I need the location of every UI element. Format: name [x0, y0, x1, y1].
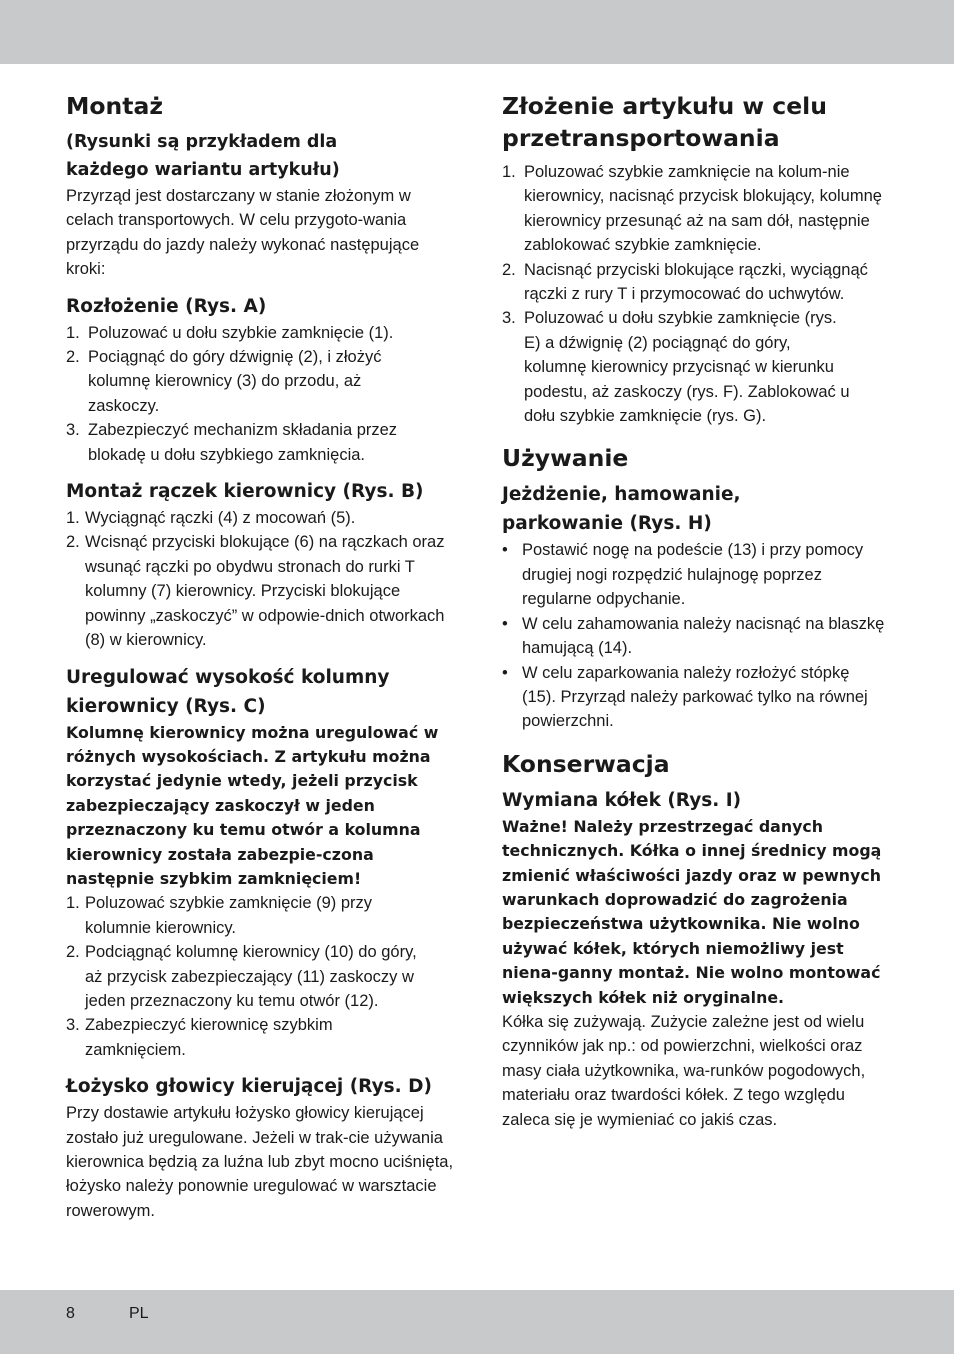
- heading-rys-c: Uregulować wysokość kolumny kierownicy (Rys. C): [66, 666, 390, 717]
- right-column: [502, 90, 892, 1132]
- warning-rys-c: Kolumnę kierownicy można uregulować w różnych wysokościach. Z artykułu można korzystać jedynie wtedy, jeżeli przycisk zabezpieczający zaskoczył w jeden przeznaczony ku temu otwór a kolumna kierownicy została zabezpie-czona następnie szybkim zamknięciem!: [66, 722, 439, 888]
- list-item: 1. Wyciągnąć rączki (4) z mocowań (5).: [66, 509, 356, 528]
- text-rys-i: Kółka się zużywają. Zużycie zależne jest od wielu czynników jak np.: od powierzchni, wielkości oraz masy ciała użytkownika, wa-runków pogodowych, materiału oraz twardości kółek. Z tego względu zaleca się je wymieniać co jakiś czas.: [502, 1012, 866, 1129]
- list-item: 1. Poluzować u dołu szybkie zamknięcie (1).: [66, 323, 394, 342]
- list-item: 1. Poluzować szybkie zamknięcie (9) przy kolumnie kierownicy.: [66, 894, 373, 937]
- list-item: 2. Pociągnąć do góry dźwignię (2), i złożyć kolumnę kierownicy (3) do przodu, aż zaskoczy.: [66, 348, 382, 415]
- list-item: • Postawić nogę na podeście (13) i przy pomocy drugiej nogi rozpędzić hulajnogę poprzez regularne odpychanie.: [502, 541, 864, 609]
- language-code: PL: [129, 1305, 149, 1322]
- subtitle-note: (Rysunki są przykładem dla każdego wariantu artykułu): [66, 132, 340, 180]
- list-rys-a: [66, 321, 458, 467]
- list-item: • W celu zahamowania należy nacisnąć na blaszkę hamującą (14).: [502, 614, 885, 658]
- heading-transport: Złożenie artykułu w celu przetransportowania: [502, 92, 827, 152]
- list-rys-b: [66, 506, 458, 652]
- header-bar: [0, 0, 954, 64]
- list-transport: [502, 160, 892, 428]
- list-item: 3. Zabezpieczyć mechanizm składania przez blokadę u dołu szybkiego zamknięcia.: [66, 421, 398, 464]
- list-rys-c: [66, 891, 458, 1062]
- heading-rys-a: Rozłożenie (Rys. A): [66, 295, 267, 317]
- list-item: • W celu zaparkowania należy rozłożyć stópkę (15). Przyrząd należy parkować tylko na równej powierzchni.: [502, 663, 868, 731]
- list-item: 1. Poluzować szybkie zamknięcie na kolum-nie kierownicy, nacisnąć przycisk blokujący, kolumnę kierownicy przesunąć aż na sam dół, następnie zablokować szybkie zamknięcie.: [502, 163, 882, 255]
- page-number: 8: [66, 1305, 75, 1322]
- section-title-montaz: Montaż: [66, 92, 164, 120]
- list-item: 2. Wcisnąć przyciski blokujące (6) na rączkach oraz wsunąć rączki po obydwu stronach do rurki T kolumny (7) kierownicy. Przyciski blokujące powinny „zaskoczyć” w odpowie-dnich otworkach (8) w kierownicy.: [66, 533, 445, 650]
- list-uzywanie: [502, 538, 892, 733]
- heading-rys-d: Łożysko głowicy kierującej (Rys. D): [66, 1076, 432, 1098]
- subheading-rys-i: Wymiana kółek (Rys. I): [502, 789, 742, 811]
- text-rys-d: Przy dostawie artykułu łożysko głowicy kierującej zostało już uregulowane. Jeżeli w trak-cie używania kierownica będzią za luźna lub zbyt mocno uciśnięta, łożysko należy ponownie uregulować w warsztacie rowerowym.: [66, 1104, 454, 1220]
- heading-uzywanie: Używanie: [502, 444, 629, 473]
- subheading-rys-h: Jeżdżenie, hamowanie, parkowanie (Rys. H): [502, 484, 741, 535]
- heading-rys-b: Montaż rączek kierownicy (Rys. B): [66, 481, 424, 503]
- heading-konserwacja: Konserwacja: [502, 749, 670, 778]
- intro-paragraph: Przyrząd jest dostarczany w stanie złożonym w celach transportowych. W celu przygoto-wania przyrządu do jazdy należy wykonać następujące kroki:: [66, 187, 420, 279]
- left-column: [66, 90, 458, 1223]
- list-item: 3. Poluzować u dołu szybkie zamknięcie (rys. E) a dźwignię (2) pociągnąć do góry, kolumnę kierownicy przycisnąć w kierunku podestu, aż zaskoczy (rys. F). Zablokować u dołu szybkie zamknięcie (rys. G).: [502, 309, 850, 426]
- list-item: 2. Podciągnąć kolumnę kierownicy (10) do góry, aż przycisk zabezpieczający (11) zaskoczy w jeden przeznaczony ku temu otwór (12).: [66, 943, 417, 1010]
- list-item: 2. Nacisnąć przyciski blokujące rączki, wyciągnąć rączki z rury T i przymocować do uchwytów.: [502, 260, 868, 304]
- warning-rys-i: Ważne! Należy przestrzegać danych technicznych. Kółka o innej średnicy mogą zmienić właściwości jazdy oraz w pewnych warunkach doprowadzić do zagrożenia bezpieczeństwa użytkownika. Nie wolno używać kółek, których niemożliwy jest niena-ganny montaż. Nie wolno montować większych kółek niż oryginalne.: [502, 816, 882, 1007]
- list-item: 3. Zabezpieczyć kierownicę szybkim zamknięciem.: [66, 1016, 333, 1059]
